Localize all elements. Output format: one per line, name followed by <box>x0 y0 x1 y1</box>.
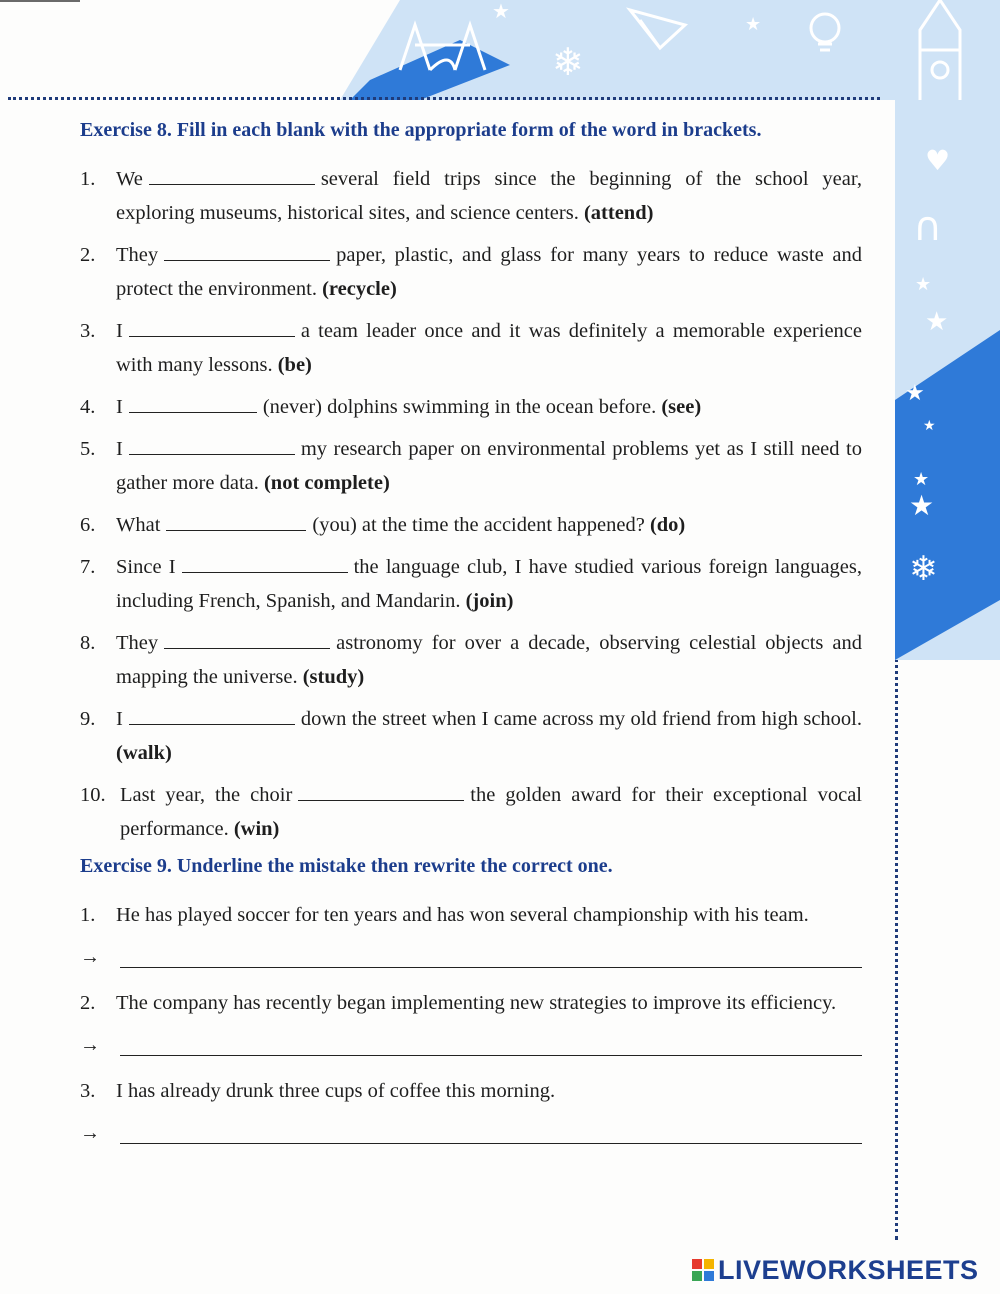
word-hint: (attend) <box>583 202 654 224</box>
exercise-9-item-2: 2. The company has recently began implementing new strategies to improve its efficiency. <box>80 992 837 1014</box>
star-icon: ★ <box>915 274 932 295</box>
exercise-9-item-3: 3. I has already drunk three cups of coffee this morning. <box>80 1080 556 1102</box>
bird-icon: ♥ <box>925 144 951 177</box>
exercise-8-item-3: 3. I a team leader once and it was definitely a memorable experience with many lessons. (be) <box>80 314 862 382</box>
snowflake-icon: ❄ <box>909 549 938 589</box>
word-hint: (do) <box>649 514 686 536</box>
arrow-icon: → <box>80 1033 100 1056</box>
answer-blank[interactable] <box>298 780 464 801</box>
star-icon: ★ <box>745 14 762 35</box>
exercise-9-title: Exercise 9. Underline the mistake then rewrite the correct one. <box>80 855 613 877</box>
top-rule <box>0 0 80 2</box>
word-hint: (walk) <box>116 742 172 764</box>
horseshoe-icon: ∩ <box>913 204 943 250</box>
answer-blank[interactable] <box>164 240 330 261</box>
exercise-8-item-2: 2. They paper, plastic, and glass for many years to reduce waste and protect the environment. (recycle) <box>80 238 862 306</box>
word-hint: (recycle) <box>322 278 397 300</box>
answer-blank[interactable] <box>129 434 295 455</box>
word-hint: (be) <box>277 354 312 376</box>
exercise-8-item-5: 5. I my research paper on environmental problems yet as I still need to gather more data. (not complete) <box>80 432 862 500</box>
exercise-9-item-1: 1. He has played soccer for ten years and has won several championship with his team. <box>80 904 809 926</box>
word-hint: (see) <box>661 396 702 418</box>
star-icon: ★ <box>905 381 925 406</box>
answer-blank[interactable] <box>182 552 348 573</box>
exercise-8-item-10: 10. Last year, the choir the golden award for their exceptional vocal performance. (win) <box>80 778 862 846</box>
word-hint: (join) <box>465 590 514 612</box>
star-icon: ★ <box>909 489 935 522</box>
word-hint: (win) <box>233 818 280 840</box>
exercise-8-item-7: 7. Since I the language club, I have studied various foreign languages, including French, Spanish, and Mandarin. (join) <box>80 550 862 618</box>
answer-blank[interactable] <box>129 316 295 337</box>
arrow-icon: → <box>80 945 100 968</box>
answer-input-1[interactable] <box>120 947 862 968</box>
exercise-8-title: Exercise 8. Fill in each blank with the appropriate form of the word in brackets. <box>80 119 762 141</box>
snowflake-icon: ❄ <box>552 40 584 84</box>
star-icon: ★ <box>923 418 936 434</box>
star-icon: ★ <box>492 0 510 23</box>
answer-line-3 <box>80 1116 862 1150</box>
liveworksheets-logo: LIVEWORKSHEETS <box>692 1252 979 1288</box>
answer-line-1 <box>80 940 862 974</box>
answer-blank[interactable] <box>166 510 306 531</box>
answer-blank[interactable] <box>129 704 295 725</box>
header-decoration <box>340 0 1000 100</box>
side-decoration <box>895 100 1000 660</box>
star-icon: ★ <box>913 469 930 490</box>
exercise-8-item-9: 9. I down the street when I came across my old friend from high school. (walk) <box>80 702 862 770</box>
worksheet-content <box>80 118 862 1162</box>
exercise-8-item-8: 8. They astronomy for over a decade, observing celestial objects and mapping the universe. (study) <box>80 626 862 694</box>
word-hint: (study) <box>302 666 365 688</box>
exercise-8-item-6: 6. What (you) at the time the accident happened? (do) <box>80 508 862 542</box>
arrow-icon: → <box>80 1121 100 1144</box>
answer-blank[interactable] <box>129 392 257 413</box>
answer-line-2 <box>80 1028 862 1062</box>
answer-blank[interactable] <box>164 628 330 649</box>
answer-blank[interactable] <box>149 164 315 185</box>
answer-input-2[interactable] <box>120 1035 862 1056</box>
exercise-8-item-1: 1. We several field trips since the beginning of the school year, exploring museums, historical sites, and science centers. (attend) <box>80 162 862 230</box>
exercise-8-item-4: 4. I (never) dolphins swimming in the ocean before. (see) <box>80 390 862 424</box>
logo-grid-icon <box>692 1259 714 1281</box>
star-icon: ★ <box>925 307 949 337</box>
answer-input-3[interactable] <box>120 1123 862 1144</box>
word-hint: (not complete) <box>263 472 390 494</box>
dotted-border-top <box>8 97 880 100</box>
